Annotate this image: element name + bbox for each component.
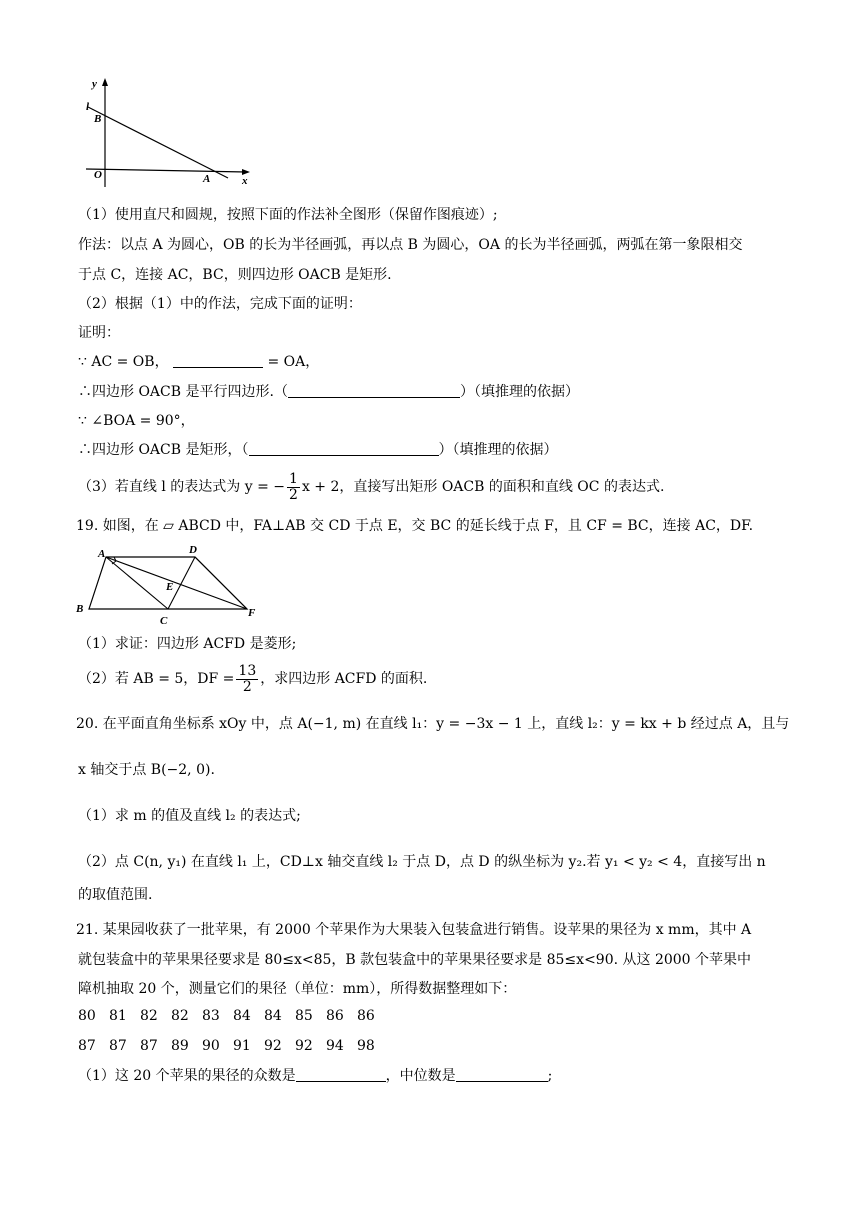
q18-proof-label: 证明： [78, 325, 120, 341]
figure-parallelogram [74, 540, 264, 628]
q21-part1-c: ; [547, 1068, 553, 1084]
q18-therefore2 [78, 440, 558, 460]
label-y: y [92, 78, 97, 90]
q19-part2-b: ，求四边形 ACFD 的面积. [260, 671, 428, 687]
because1-a: ∵ AC = OB， [78, 354, 169, 370]
therefore2-b: ）（填推理的依据） [438, 442, 558, 458]
data-value: 84 [264, 1008, 282, 1024]
data-value: 87 [140, 1038, 158, 1054]
label-O: O [94, 169, 102, 181]
fraction-thirteen-halves: $\frac{13}{2}$ [238, 662, 257, 695]
q20-part2-line2: 的取值范围. [78, 887, 153, 903]
label-F: F [248, 607, 256, 619]
data-value: 92 [264, 1038, 282, 1054]
q18-part1: （1）使用直尺和圆规，按照下面的作法补全图形（保留作图痕迹）; [78, 207, 498, 223]
part3-a: （3）若直线 l 的表达式为 y = − [78, 479, 286, 495]
data-value: 85 [295, 1008, 313, 1024]
data-value: 86 [326, 1008, 344, 1024]
data-value: 91 [233, 1038, 251, 1054]
therefore1-a: ∴四边形 OACB 是平行四边形.（ [78, 384, 288, 400]
data-value: 84 [233, 1008, 251, 1024]
data-value: 87 [78, 1038, 96, 1054]
part3-b: x + 2，直接写出矩形 OACB 的面积和直线 OC 的表达式. [301, 479, 665, 495]
q21-part1-b: ，中位数是 [385, 1068, 456, 1084]
data-value: 98 [357, 1038, 375, 1054]
q21-data-row-2 [78, 1036, 388, 1056]
label-l: l [86, 101, 90, 113]
data-value: 81 [109, 1008, 127, 1024]
because1-b: = OA， [267, 354, 320, 370]
label-x: x [242, 175, 248, 187]
q18-because1 [78, 352, 319, 372]
label-A: A [98, 548, 106, 560]
data-value: 89 [171, 1038, 189, 1054]
answer-blank-3[interactable] [249, 441, 439, 456]
label-A: A [203, 173, 211, 185]
q19-stem: 19. 如图，在 ▱ ABCD 中，FA⊥AB 交 CD 于点 E，交 BC 的延长线于点 F，且 CF = BC，连接 AC，DF. [76, 518, 754, 534]
q19-part2 [78, 662, 427, 696]
data-value: 94 [326, 1038, 344, 1054]
data-value: 83 [202, 1008, 220, 1024]
q18-method-line2: 于点 C，连接 AC，BC，则四边形 OACB 是矩形. [78, 267, 392, 283]
q20-stem-line1: 20. 在平面直角坐标系 xOy 中，点 A(−1, m) 在直线 l₁：y = −3x − 1 上，直线 l₂：y = kx + b 经过点 A，且与 [76, 716, 790, 732]
label-B: B [94, 113, 102, 125]
data-value: 86 [357, 1008, 375, 1024]
data-value: 92 [295, 1038, 313, 1054]
q20-part1: （1）求 m 的值及直线 l₂ 的表达式; [78, 808, 301, 824]
data-value: 87 [109, 1038, 127, 1054]
q18-because2: ∵ ∠BOA = 90°， [78, 413, 195, 429]
therefore2-a: ∴四边形 OACB 是矩形，（ [78, 442, 249, 458]
q21-part1-a: （1）这 20 个苹果的果径的众数是 [78, 1068, 296, 1084]
therefore1-b: ）（填推理的依据） [459, 384, 579, 400]
q20-stem-line2: x 轴交于点 B(−2, 0). [78, 762, 215, 778]
figure-line-axes [78, 72, 258, 192]
q19-part2-a: （2）若 AB = 5，DF = [78, 671, 235, 687]
label-B: B [76, 603, 84, 615]
answer-blank-1[interactable] [173, 353, 263, 368]
answer-blank-mode[interactable] [296, 1067, 386, 1082]
data-value: 82 [140, 1008, 158, 1024]
answer-blank-median[interactable] [456, 1067, 548, 1082]
q18-therefore1 [78, 382, 579, 402]
q21-data-row-1 [78, 1006, 388, 1026]
fraction-one-half: $\frac{1}{2}$ [289, 470, 298, 503]
q20-part2-line1: （2）点 C(n, y₁) 在直线 l₁ 上，CD⊥x 轴交直线 l₂ 于点 D，点 D 的纵坐标为 y₂.若 y₁ < y₂ < 4，直接写出 n [78, 854, 766, 870]
label-D: D [189, 544, 197, 556]
answer-blank-2[interactable] [288, 383, 460, 398]
q18-part2: （2）根据（1）中的作法，完成下面的证明： [78, 296, 362, 312]
label-E: E [166, 581, 174, 593]
q18-part3 [78, 470, 664, 504]
data-value: 82 [171, 1008, 189, 1024]
q21-stem-line1: 21. 某果园收获了一批苹果，有 2000 个苹果作为大果装入包装盒进行销售。设苹果的果径为 x mm，其中 A [76, 922, 752, 938]
label-C: C [160, 615, 168, 627]
q21-part1 [78, 1066, 552, 1086]
data-value: 90 [202, 1038, 220, 1054]
q18-method-line1: 作法：以点 A 为圆心，OB 的长为半径画弧，再以点 B 为圆心，OA 的长为半径画弧，两弧在第一象限相交 [78, 237, 743, 253]
q19-part1: （1）求证：四边形 ACFD 是菱形; [78, 636, 297, 652]
q21-stem-line3: 障机抽取 20 个，测量它们的果径（单位：mm），所得数据整理如下： [78, 981, 517, 997]
q21-stem-line2: 就包装盒中的苹果果径要求是 80≤x<85，B 款包装盒中的苹果果径要求是 85≤x<90. 从这 2000 个苹果中 [78, 952, 752, 968]
data-value: 80 [78, 1008, 96, 1024]
